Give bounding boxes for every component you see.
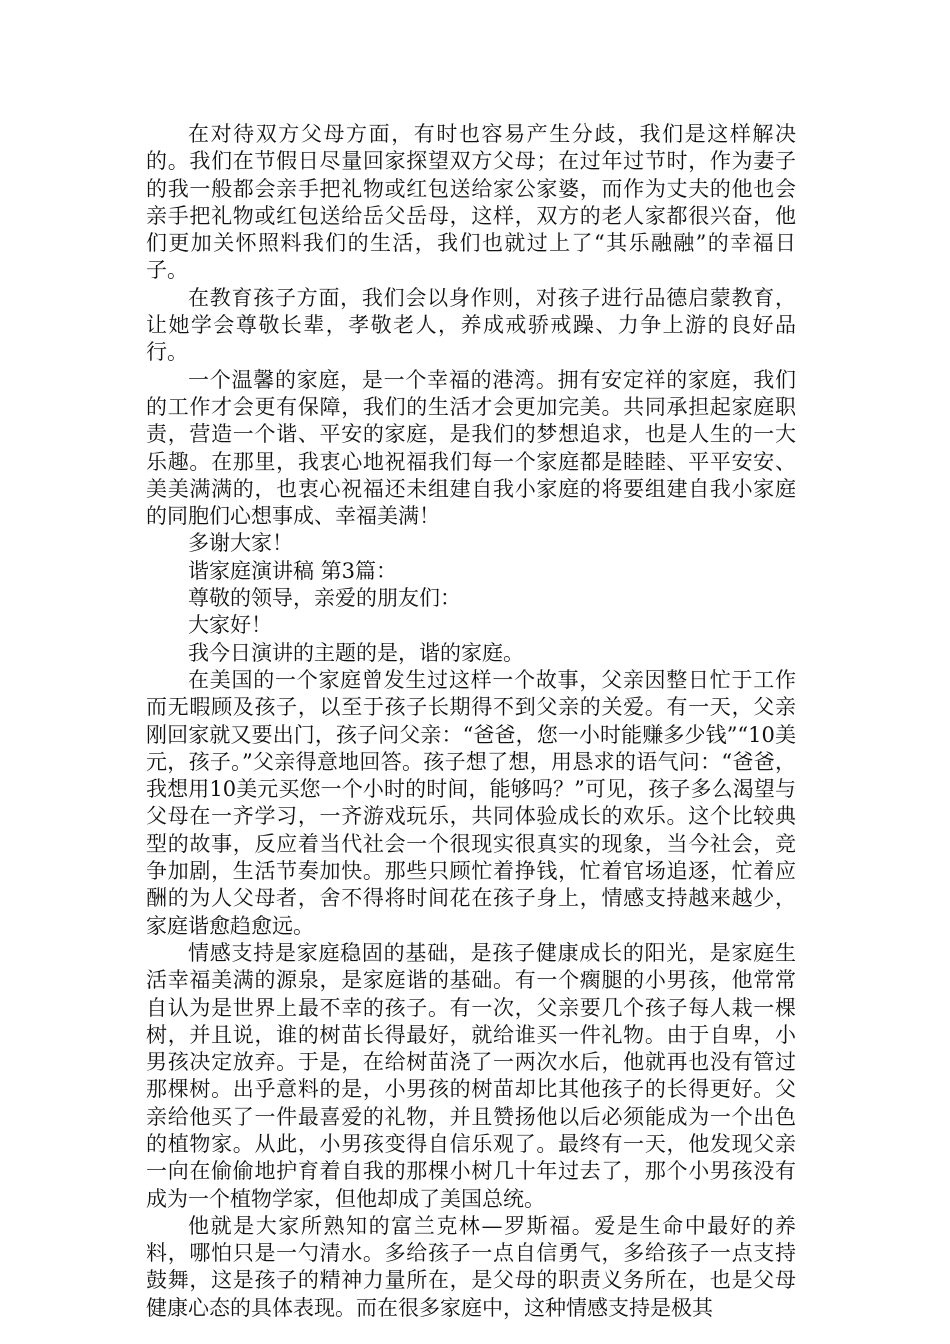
- section-heading: 谐家庭演讲稿 第3篇：: [188, 558, 398, 583]
- paragraph-thanks: 多谢大家！: [188, 531, 293, 556]
- greeting: 大家好！: [188, 613, 272, 638]
- salutation: 尊敬的领导，亲爱的朋友们：: [188, 586, 461, 611]
- paragraph-story: 在美国的一个家庭曾发生过这样一个故事，父亲因整日忙于工作而无暇顾及孩子，以至于孩子长期得不到父亲的关爱。有一天，父亲刚回家就又要出门，孩子问父亲：“爸爸，您一小时能赚多少钱”“10美元，孩子。”父亲得意地回答。孩子想了想，用恳求的语气问：“爸爸，我想用10美元买您一个小时的时间，能够吗？”可见，孩子多么渴望与父母在一齐学习，一齐游戏玩乐，共同体验成长的欢乐。这个比较典型的故事，反应着当代社会一个很现实很真实的现象，当今社会，竞争加剧，生活节奏加快。那些只顾忙着挣钱，忙着官场追逐，忙着应酬的为人父母者，舍不得将时间花在孩子身上，情感支持越来越少，家庭谐愈趋愈远。: [146, 667, 796, 938]
- paragraph-emotional-support: 情感支持是家庭稳固的基础，是孩子健康成长的阳光，是家庭生活幸福美满的源泉，是家庭谐的基础。有一个瘸腿的小男孩，他常常自认为是世界上最不幸的孩子。有一次，父亲要几个孩子每人栽一棵树，并且说，谁的树苗长得最好，就给谁买一件礼物。由于自卑，小男孩决定放弃。于是，在给树苗浇了一两次水后，他就再也没有管过那棵树。出乎意料的是，小男孩的树苗却比其他孩子的长得更好。父亲给他买了一件最喜爱的礼物，并且赞扬他以后必须能成为一个出色的植物家。从此，小男孩变得自信乐观了。最终有一天，他发现父亲一向在偷偷地护育着自我的那棵小树几十年过去了，那个小男孩没有成为一个植物学家，但他却成了美国总统。: [146, 940, 796, 1211]
- paragraph-parents: 在对待双方父母方面，有时也容易产生分歧，我们是这样解决的。我们在节假日尽量回家探望双方父母；在过年过节时，作为妻子的我一般都会亲手把礼物或红包送给家公家婆，而作为丈夫的他也会亲手把礼物或红包送给岳父岳母，这样，双方的老人家都很兴奋，他们更加关怀照料我们的生活，我们也就过上了“其乐融融”的幸福日子。: [146, 122, 796, 283]
- document-page: [146, 121, 796, 1322]
- paragraph-education: 在教育孩子方面，我们会以身作则，对孩子进行品德启蒙教育，让她学会尊敬长辈，孝敬老人，养成戒骄戒躁、力争上游的良好品行。: [146, 285, 796, 365]
- paragraph-harbor: 一个温馨的家庭，是一个幸福的港湾。拥有安定祥的家庭，我们的工作才会更有保障，我们的生活才会更加完美。共同承担起家庭职责，营造一个谐、平安的家庭，是我们的梦想追求，也是人生的一大乐趣。在那里，我衷心地祝福我们每一个家庭都是睦睦、平平安安、美美满满的，也衷心祝福还未组建自我小家庭的将要组建自我小家庭的同胞们心想事成、幸福美满！: [146, 367, 796, 529]
- paragraph-roosevelt: 他就是大家所熟知的富兰克林—罗斯福。爱是生命中最好的养料，哪怕只是一勺清水。多给孩子一点自信勇气，多给孩子一点支持鼓舞，这是孩子的精神力量所在，是父母的职责义务所在，也是父母健康心态的具体表现。而在很多家庭中，这种情感支持是极其: [146, 1213, 796, 1320]
- speech-topic: 我今日演讲的主题的是，谐的家庭。: [188, 640, 524, 665]
